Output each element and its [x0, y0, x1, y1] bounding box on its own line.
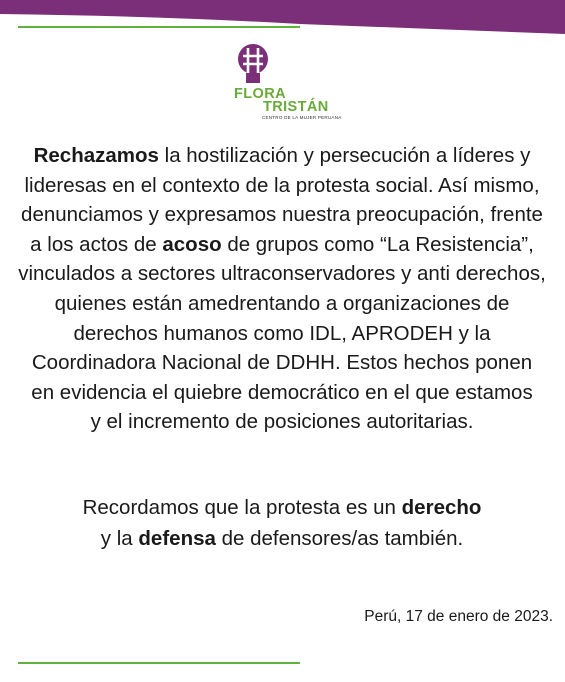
closing-line-2: y la defensa de defensores/as también. [100, 527, 464, 550]
statement-line-4: a los actos de acoso de grupos como “La Resistencia”, [30, 232, 534, 256]
statement-line-5: vinculados a sectores ultraconservadores y anti derechos, [18, 262, 546, 286]
bottom-green-rule [18, 662, 300, 664]
logo-mark-icon [236, 44, 270, 84]
logo-tagline: CENTRO DE LA MUJER PERUANA [262, 115, 342, 120]
flora-tristan-logo [228, 44, 346, 124]
top-decorative-band [0, 0, 565, 38]
statement-line-10: y el incremento de posiciones autoritarias. [90, 410, 474, 434]
statement-line-7: derechos humanos como IDL, APRODEH y la [73, 321, 491, 345]
logo-name-line1: FLORA [234, 86, 286, 102]
statement-line-9: en evidencia el quiebre democrático en el que estamos [31, 380, 533, 404]
statement-date: Perú, 17 de enero de 2023. [364, 608, 553, 625]
top-green-rule [18, 26, 300, 28]
logo-name-line2: TRISTÁN [263, 99, 329, 115]
statement-line-1: Rechazamos la hostilización y persecución a líderes y [33, 144, 531, 167]
closing-line-1: Recordamos que la protesta es un derecho [82, 496, 482, 519]
statement-line-2: lideresas en el contexto de la protesta social. Así mismo, [24, 173, 540, 197]
statement-line-8: Coordinadora Nacional de DDHH. Estos hechos ponen [31, 351, 533, 375]
statement-line-3: denunciamos y expresamos nuestra preocupación, frente [21, 203, 543, 227]
statement-line-6: quienes están amedrentando a organizaciones de [54, 292, 510, 315]
